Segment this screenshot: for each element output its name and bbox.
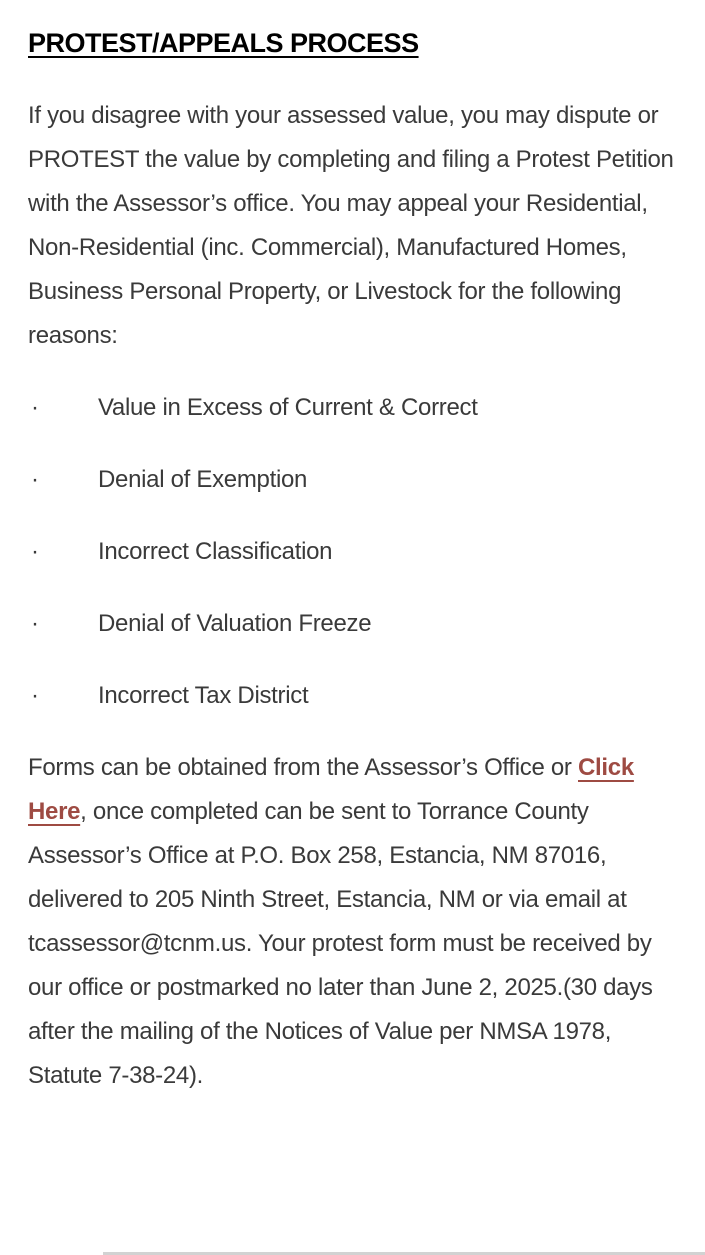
forms-text-after-link: , once completed can be sent to Torrance County Assessor’s Office at P.O. Box 258, Estancia, NM 87016, delivered to 205 Ninth Street, Estancia, NM or via email at tcassessor@tcnm.us. Your protest form must be received by our office or postmarked no later than June 2, 2025.(30 days after the mailing of the Notices of Value per NMSA 1978, Statute 7-38-24). [28,798,653,1089]
bullet-glyph: · [31,466,39,493]
list-item-text: Denial of Exemption [98,466,308,493]
forms-text-before-link: Forms can be obtained from the Assessor’s Office or [28,754,578,781]
bullet-glyph: · [31,682,39,709]
bullet-glyph: · [31,610,39,637]
list-item [28,386,678,430]
forms-paragraph [28,746,678,1098]
reasons-list [28,386,678,718]
page-title: PROTEST/APPEALS PROCESS [28,28,419,58]
bullet-glyph: · [31,394,39,421]
list-item-text: Incorrect Classification [98,538,333,565]
list-item-text: Incorrect Tax District [98,682,309,709]
intro-paragraph: If you disagree with your assessed value, you may dispute or PROTEST the value by completing and filing a Protest Petition with the Assessor’s office. You may appeal your Residential, Non-Residential (inc. Commercial), Manufactured Homes, Business Personal Property, or Livestock for the following reasons: [28,102,674,349]
list-item [28,458,678,502]
list-item-text: Value in Excess of Current & Correct [98,394,478,421]
list-item-text: Denial of Valuation Freeze [98,610,372,637]
list-item [28,602,678,646]
list-item [28,674,678,718]
bullet-glyph: · [31,538,39,565]
list-item [28,530,678,574]
click-here-link[interactable]: Click Here [28,754,634,825]
